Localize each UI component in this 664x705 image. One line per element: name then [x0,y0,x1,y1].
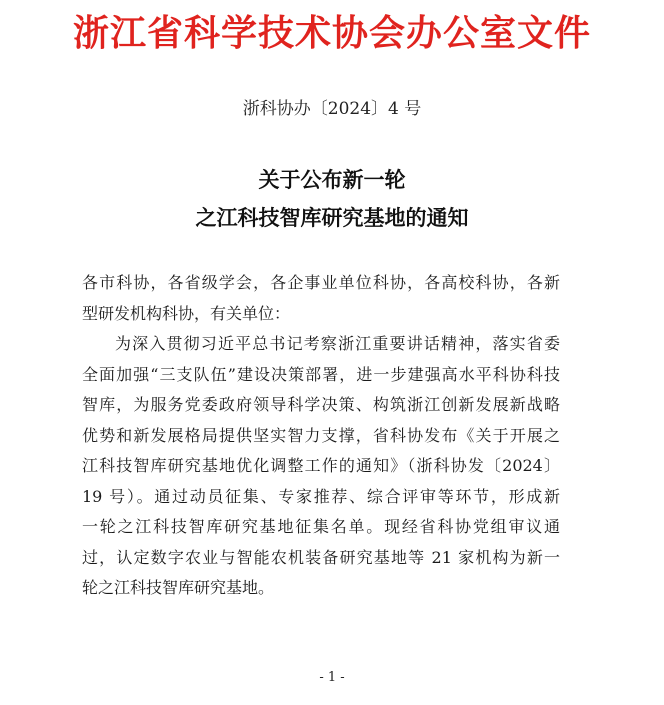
paragraph-line: 过，认定数字农业与智能农机装备研究基地等 21 家机构为新一 [82,547,560,567]
addressee-block [82,268,560,329]
page-number: - 1 - [319,670,345,685]
addressee-line: 型研发机构科协，有关单位： [82,303,291,323]
paragraph-line: 19 号）。通过动员征集、专家推荐、综合评审等环节，形成新 [82,486,560,506]
document-number: 浙科协办〔2024〕4 号 [242,99,422,119]
paragraph-line: 江科技智库研究基地优化调整工作的通知》（浙科协发〔2024〕 [82,456,560,475]
paragraph-line: 优势和新发展格局提供坚实智力支撑，省科协发布《关于开展之 [82,425,560,445]
addressee-line: 各市科协，各省级学会，各企事业单位科协，各高校科协，各新 [82,273,560,292]
notice-title-line-2: 之江科技智库研究基地的通知 [195,206,469,230]
paragraph-line: 全面加强“三支队伍”建设决策部署，进一步建强高水平科协科技 [82,364,560,384]
paragraph-line: 轮之江科技智库研究基地。 [82,578,275,597]
document-header-title: 浙江省科学技术协会办公室文件 [72,13,591,54]
paragraph-line: 一轮之江科技智库研究基地征集名单。现经省科协党组审议通 [82,517,560,536]
paragraph-line: 智库，为服务党委政府领导科学决策、构筑浙江创新发展新战略 [82,395,560,414]
body-paragraph [82,329,560,604]
paragraph-line: 为深入贯彻习近平总书记考察浙江重要讲话精神，落实省委 [115,334,560,353]
notice-title-line-1: 关于公布新一轮 [258,168,406,192]
